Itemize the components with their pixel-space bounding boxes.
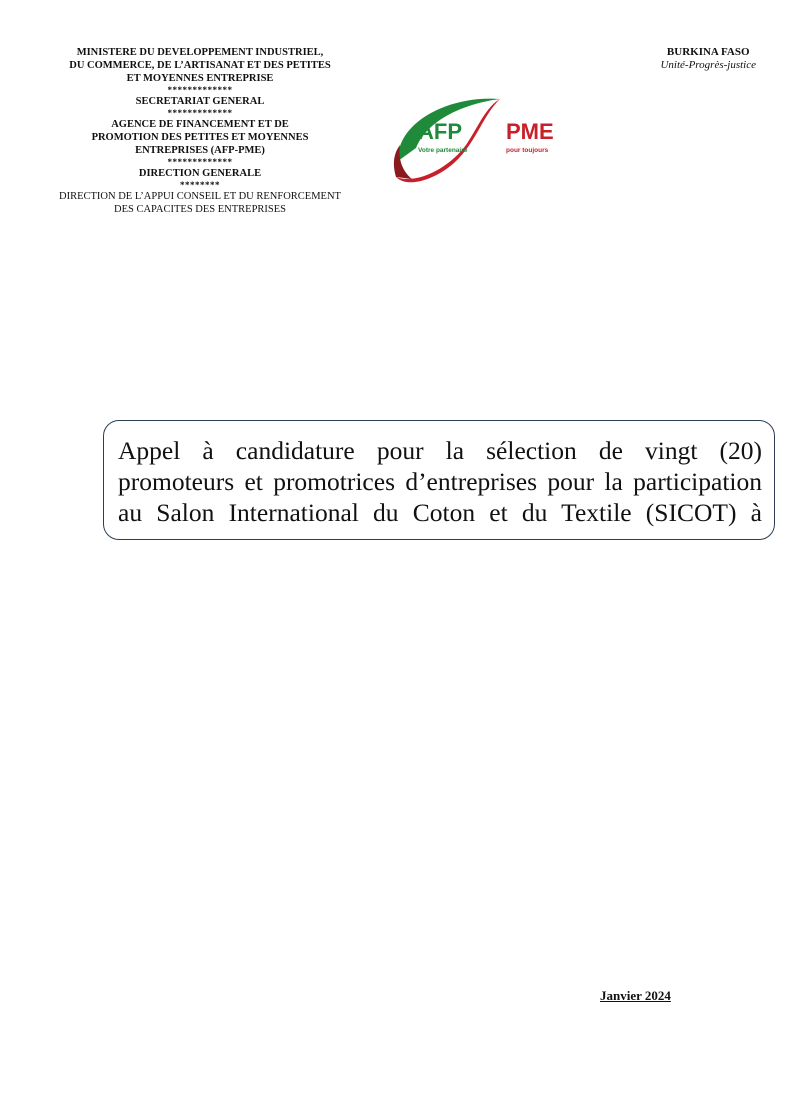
logo-pme-text: PME bbox=[506, 119, 554, 144]
logo-tagline-left: Votre partenaire bbox=[418, 147, 468, 154]
ministry-line-3: ET MOYENNES ENTREPRISE bbox=[126, 73, 274, 84]
afp-pme-logo bbox=[388, 93, 573, 198]
separator-stars: ************* bbox=[167, 157, 233, 167]
ministry-line-1: MINISTERE DU DEVELOPPEMENT INDUSTRIEL, bbox=[76, 47, 324, 58]
afp-pme-logo-graphic bbox=[388, 93, 573, 198]
document-date: Janvier 2024 bbox=[600, 988, 671, 1003]
separator-stars: ******** bbox=[180, 180, 220, 190]
logo-afp-text: AFP bbox=[418, 119, 462, 144]
agency-line-1: AGENCE DE FINANCEMENT ET DE bbox=[111, 119, 289, 130]
agency-line-2: PROMOTION DES PETITES ET MOYENNES bbox=[91, 132, 309, 143]
announcement-line-3: au Salon International du Coton et du Textile (SICOT) à bbox=[118, 498, 762, 527]
direction-line-1: DIRECTION DE L’APPUI CONSEIL ET DU RENFORCEMENT bbox=[59, 191, 341, 202]
issuer-block bbox=[30, 46, 370, 216]
agency-line-3: ENTREPRISES (AFP-PME) bbox=[135, 145, 265, 156]
country-name: BURKINA FASO bbox=[666, 46, 750, 58]
logo-tagline-right: pour toujours bbox=[506, 147, 549, 154]
ministry-line-2: DU COMMERCE, DE L’ARTISANAT ET DES PETITES bbox=[69, 60, 331, 71]
country-motto: Unité-Progrès-justice bbox=[660, 59, 756, 71]
country-block bbox=[660, 46, 756, 72]
separator-stars: ************* bbox=[167, 108, 233, 118]
separator-stars: ************* bbox=[167, 85, 233, 95]
announcement-title-box bbox=[103, 420, 775, 540]
announcement-line-2: promoteurs et promotrices d’entreprises pour la participation bbox=[118, 467, 762, 496]
direction-line-2: DES CAPACITES DES ENTREPRISES bbox=[113, 204, 287, 215]
direction-generale-line: DIRECTION GENERALE bbox=[138, 168, 262, 179]
secretariat-line: SECRETARIAT GENERAL bbox=[135, 96, 265, 107]
announcement-line-1: Appel à candidature pour la sélection de vingt (20) bbox=[118, 436, 762, 465]
